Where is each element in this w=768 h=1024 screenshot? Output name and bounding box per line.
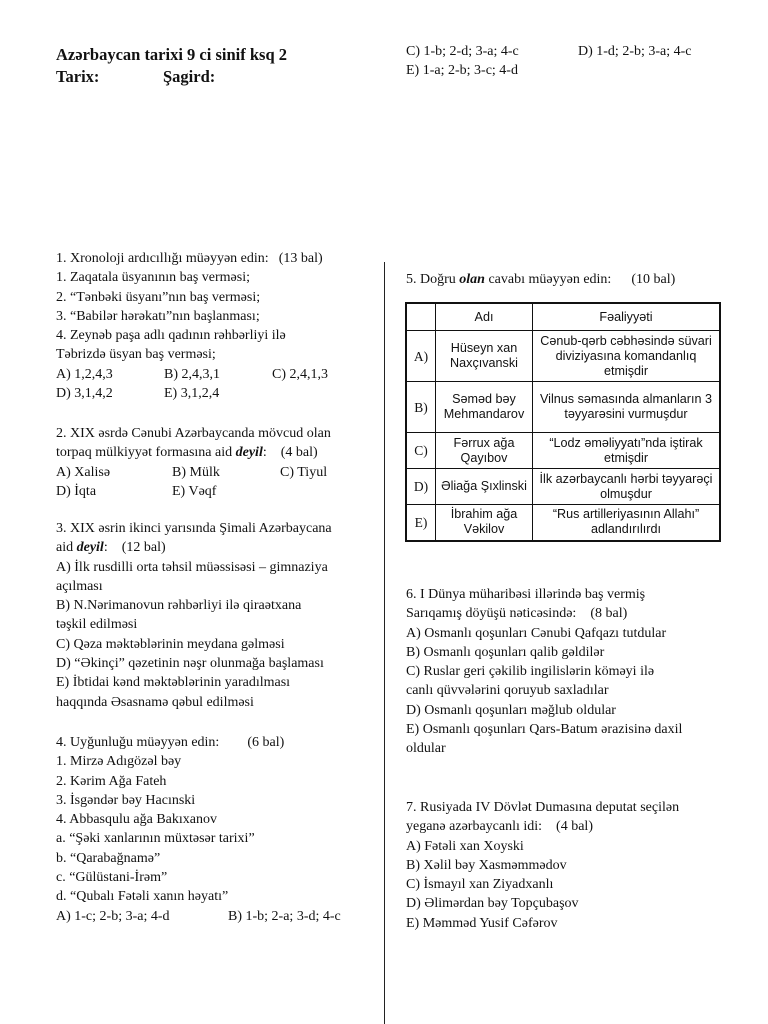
option[interactable]: D) “Əkinçi” qəzetinin nəşr olunmağa başlaması — [56, 656, 324, 672]
row-label: D) — [406, 469, 436, 505]
option[interactable]: B) Xəlil bəy Xasməmmədov — [406, 857, 567, 873]
activity-cell: Cənub-qərb cəbhəsində süvari diviziyasına komandanlıq etmişdir — [533, 331, 721, 382]
table-row[interactable] — [406, 469, 720, 505]
option[interactable]: D) 1-d; 2-b; 3-a; 4-c — [578, 44, 692, 59]
question-1 — [56, 249, 328, 403]
emphasis: deyil — [235, 445, 263, 461]
question-text: Sarıqamış döyüşü nəticəsində: — [406, 606, 577, 622]
option[interactable]: E) Osmanlı qoşunları Qars-Batum ərazisinə daxil — [406, 722, 683, 738]
option[interactable]: B) Mülk — [172, 464, 220, 480]
question-5 — [406, 270, 675, 289]
header-cell: Adı — [436, 303, 533, 331]
option[interactable]: D) Osmanlı qoşunları məğlub oldular — [406, 702, 616, 718]
option[interactable]: A) 1-c; 2-b; 3-a; 4-d — [56, 908, 170, 924]
row-label: C) — [406, 433, 436, 469]
option-continuation: haqqında Əsasnamə qəbul edilməsi — [56, 694, 254, 710]
question-6 — [406, 585, 682, 759]
worksheet-title: Azərbaycan tarixi 9 ci sinif ksq 2 — [56, 45, 287, 64]
option[interactable]: B) 1-b; 2-a; 3-d; 4-c — [228, 908, 341, 924]
question-text: 3. XIX əsrin ikinci yarısında Şimali Azərbaycana — [56, 521, 332, 536]
option[interactable]: B) Osmanlı qoşunları qalib gəldilər — [406, 644, 605, 660]
list-item: 3. “Babilər hərəkatı”nın başlanması; — [56, 308, 260, 324]
option[interactable]: B) 2,4,3,1 — [164, 366, 220, 382]
table-row[interactable] — [406, 433, 720, 469]
list-item: d. “Qubalı Fətəli xanın həyatı” — [56, 889, 229, 905]
option[interactable]: C) Ruslar geri çəkilib ingilislərin köməyi ilə — [406, 664, 655, 680]
table-row[interactable] — [406, 505, 720, 541]
option-continuation: oldular — [406, 741, 446, 757]
option[interactable]: A) Osmanlı qoşunları Cənubi Qafqazı tutdular — [406, 625, 667, 641]
date-label: Tarix: — [56, 67, 100, 86]
list-item: a. “Şəki xanlarının müxtəsər tarixi” — [56, 831, 255, 847]
list-item: Təbrizdə üsyan baş verməsi; — [56, 347, 216, 363]
points: (10 bal) — [631, 272, 676, 287]
activity-cell: “Lodz əməliyyatı”nda iştirak etmişdir — [533, 433, 721, 469]
points: (12 bal) — [121, 540, 166, 556]
row-label: E) — [406, 505, 436, 541]
table-row[interactable] — [406, 331, 720, 382]
header-cell: Fəaliyyəti — [533, 303, 721, 331]
option[interactable]: E) Məmməd Yusif Cəfərov — [406, 915, 558, 931]
name-cell: İbrahim ağa Vəkilov — [436, 505, 533, 541]
question-7 — [406, 798, 679, 933]
option-continuation: açılması — [56, 578, 103, 594]
question-text: 4. Uyğunluğu müəyyən edin: — [56, 735, 220, 750]
question-2 — [56, 424, 331, 501]
question-text: 6. I Dünya müharibəsi illərində baş vermiş — [406, 587, 646, 602]
row-label: A) — [406, 331, 436, 382]
option[interactable]: B) N.Nərimanovun rəhbərliyi ilə qiraətxana — [56, 598, 302, 614]
question-text: aid — [56, 540, 77, 556]
option[interactable]: A) Xalisə — [56, 464, 111, 480]
list-item: 2. Kərim Ağa Fateh — [56, 773, 167, 789]
column-divider — [384, 262, 385, 1024]
option[interactable]: C) 1-b; 2-d; 3-a; 4-c — [406, 44, 519, 59]
option[interactable]: A) 1,2,4,3 — [56, 366, 113, 382]
row-label: B) — [406, 382, 436, 433]
option[interactable]: C) Tiyul — [280, 464, 328, 480]
option[interactable]: C) 2,4,1,3 — [272, 366, 328, 382]
option[interactable]: C) İsmayıl xan Ziyadxanlı — [406, 877, 554, 893]
points: (4 bal) — [556, 819, 593, 835]
question-text: torpaq mülkiyyət formasına aid — [56, 445, 236, 461]
option[interactable]: E) İbtidai kənd məktəblərinin yaradılması — [56, 675, 291, 691]
list-item: 1. Mirzə Adıgözəl bəy — [56, 754, 182, 770]
table-header-row — [406, 303, 720, 331]
question-text: 1. Xronoloji ardıcıllığı müəyyən edin: — [56, 251, 269, 266]
list-item: 3. İsgəndər bəy Hacınski — [56, 792, 196, 808]
question-text: 5. Doğru — [406, 272, 460, 287]
name-cell: Hüseyn xan Naxçıvanski — [436, 331, 533, 382]
activity-cell: Vilnus səmasında almanların 3 təyyarəsini vurmuşdur — [533, 382, 721, 433]
option[interactable]: A) Fətəli xan Xoyski — [406, 838, 524, 854]
question-text: 2. XIX əsrdə Cənubi Azərbaycanda mövcud olan — [56, 426, 331, 441]
activity-cell: İlk azərbaycanlı hərbi təyyarəçi olmuşdur — [533, 469, 721, 505]
name-cell: Səməd bəy Mehmandarov — [436, 382, 533, 433]
student-label: Şagird: — [163, 67, 216, 86]
question-text: cavabı müəyyən edin: — [484, 272, 612, 287]
question-3 — [56, 519, 332, 712]
list-item: 2. “Tənbəki üsyanı”nın baş verməsi; — [56, 289, 261, 305]
question-text: yeganə azərbaycanlı idi: — [406, 819, 543, 835]
list-item: b. “Qarabağnamə” — [56, 850, 161, 866]
q4-continued-options — [406, 42, 692, 81]
option[interactable]: D) 3,1,4,2 — [56, 386, 113, 402]
question-text: 7. Rusiyada IV Dövlət Dumasına deputat seçilən — [406, 800, 680, 815]
points: (8 bal) — [590, 606, 628, 622]
option[interactable]: C) Qəza məktəblərinin meydana gəlməsi — [56, 636, 285, 652]
option[interactable]: A) İlk rusdilli orta təhsil müəssisəsi – gimnaziya — [56, 559, 328, 575]
name-cell: Fərrux ağa Qayıbov — [436, 433, 533, 469]
emphasis: olan — [459, 272, 485, 287]
activity-cell: “Rus artilleriyasının Allahı” adlandırılırdı — [533, 505, 721, 541]
option[interactable]: D) Əlimərdan bəy Topçubaşov — [406, 896, 579, 912]
option[interactable]: E) Vəqf — [172, 483, 217, 499]
list-item: 4. Abbasqulu ağa Bakıxanov — [56, 812, 217, 828]
option[interactable]: E) 1-a; 2-b; 3-c; 4-d — [406, 63, 518, 79]
name-cell: Əliağa Şıxlinski — [436, 469, 533, 505]
emphasis: deyil — [76, 540, 104, 556]
header-cell — [406, 303, 436, 331]
list-item: 1. Zaqatala üsyanının baş verməsi; — [56, 270, 250, 286]
option-continuation: təşkil edilməsi — [56, 617, 138, 633]
question-4 — [56, 733, 341, 926]
points: (4 bal) — [280, 445, 318, 461]
colon: : — [262, 445, 267, 461]
list-item: 4. Zeynəb paşa adlı qadının rəhbərliyi ilə — [56, 328, 286, 344]
option[interactable]: D) İqta — [56, 483, 97, 499]
q5-table — [405, 302, 721, 542]
option[interactable]: E) 3,1,2,4 — [164, 386, 220, 402]
table-row[interactable] — [406, 382, 720, 433]
points: (6 bal) — [247, 735, 285, 750]
colon: : — [103, 540, 108, 556]
points: (13 bal) — [278, 251, 323, 266]
option-continuation: canlı qüvvələrini qoruyub saxladılar — [406, 683, 609, 699]
list-item: c. “Gülüstani-İrəm” — [56, 870, 168, 886]
